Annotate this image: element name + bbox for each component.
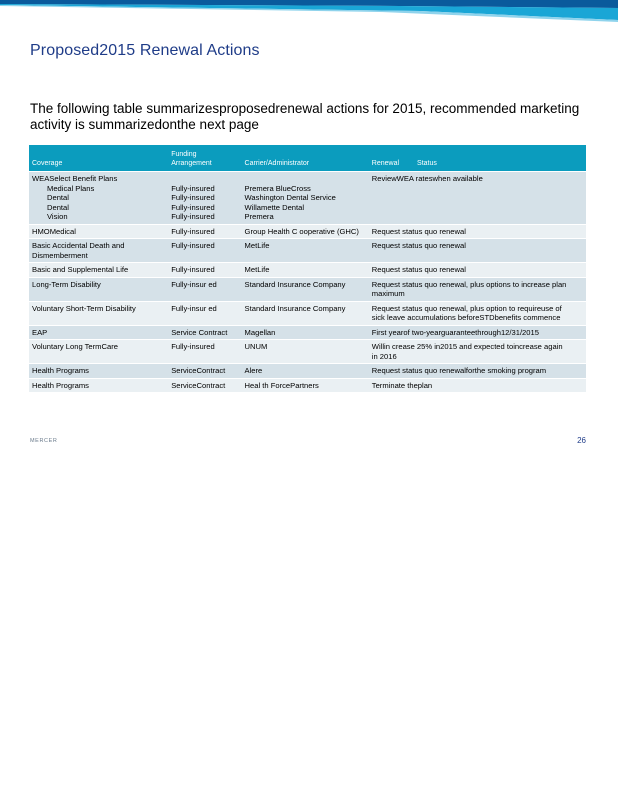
renewal-text: maximum [371, 289, 405, 298]
cell-carrier: Group Health C ooperative (GHC) [242, 225, 369, 239]
funding-text: Fully-insured [171, 202, 215, 212]
sub-coverage-text: Dental [47, 202, 69, 212]
renewal-actions-table [29, 144, 586, 393]
cell-coverage: HMOMedical [29, 225, 168, 239]
cell-funding: Fully-insured [168, 225, 241, 239]
cell-funding: Fully-insur ed [168, 278, 241, 301]
table-row [29, 364, 586, 378]
cell-carrier: MetLife [242, 239, 369, 262]
cell-renewal-status: First yearof two-yearguaranteethrough12/31/2015 [369, 326, 586, 340]
renewal-text: Request status quo renewal, plus options to increase plan [371, 279, 567, 289]
footer-brand-logo: MERCER [30, 438, 58, 444]
renewal-text: Request status quo renewal, plus option to requireuse of [371, 303, 562, 313]
intro-paragraph: The following table summarizesproposedrenewal actions for 2015, recommended marketing activity is summarizedonthe next page [30, 101, 580, 132]
header-funding [168, 145, 241, 171]
sub-coverage-text: Medical Plans [47, 183, 95, 193]
cell-funding: Fully-insured [168, 239, 241, 262]
cell-funding: Fully-insured [168, 263, 241, 277]
cell-carrier: Standard Insurance Company [242, 302, 369, 325]
cell-renewal-status: Terminate theplan [369, 379, 586, 393]
cell-renewal-status: Request status quo renewal [369, 263, 586, 277]
table-row [29, 225, 586, 239]
cell-carrier: Alere [242, 364, 369, 378]
renewal-text: ReviewWEA rateswhen available [371, 174, 483, 183]
sub-coverage-text: Vision [47, 212, 68, 221]
table-row [29, 263, 586, 277]
cell-coverage: EAP [29, 326, 168, 340]
cell-renewal-status [369, 302, 586, 325]
table-row [29, 340, 586, 363]
table-row [29, 172, 586, 224]
header-renewal-status [369, 145, 586, 171]
cell-carrier: UNUM [242, 340, 369, 363]
coverage-text: Dismemberment [32, 250, 88, 260]
page-number: 26 [577, 436, 586, 445]
carrier-text: Premera BlueCross [244, 183, 311, 193]
cell-funding: ServiceContract [168, 364, 241, 378]
renewal-text: Willin crease 25% in2015 and expected toincrease again [371, 342, 563, 351]
cell-coverage: Voluntary Short-Term Disability [29, 302, 168, 325]
page-title: Proposed2015 Renewal Actions [30, 42, 260, 59]
cell-renewal-status [369, 278, 586, 301]
cell-coverage [29, 172, 168, 224]
header-carrier: Carrier/Administrator [242, 145, 369, 171]
cell-carrier: Magellan [242, 326, 369, 340]
header-renewal: Renewal [371, 159, 400, 167]
cell-renewal-status: Request status quo renewalforthe smoking program [369, 364, 586, 378]
carrier-text: Premera [244, 212, 274, 221]
table-row [29, 278, 586, 301]
cell-funding: Service Contract [168, 326, 241, 340]
coverage-text: Basic Accidental Death and [32, 241, 125, 250]
header-funding-line: Arrangement [171, 159, 212, 167]
cell-funding: ServiceContract [168, 379, 241, 393]
carrier-text: Willamette Dental [244, 202, 305, 212]
cell-renewal-status: Request status quo renewal [369, 225, 586, 239]
cell-renewal-status [369, 340, 586, 363]
renewal-text: in 2016 [371, 351, 397, 361]
funding-text: Fully-insured [171, 193, 215, 202]
cell-coverage: Voluntary Long TermCare [29, 340, 168, 363]
funding-text: Fully-insured [171, 183, 215, 193]
cell-carrier: Standard Insurance Company [242, 278, 369, 301]
top-decorative-band [0, 0, 618, 22]
cell-funding [168, 172, 241, 224]
table-row [29, 302, 586, 325]
header-funding-line: Funding [171, 151, 197, 158]
funding-text: Fully-insured [171, 212, 215, 221]
cell-coverage: Health Programs [29, 364, 168, 378]
cell-funding: Fully-insur ed [168, 302, 241, 325]
cell-coverage: Long-Term Disability [29, 278, 168, 301]
cell-carrier: Heal th ForcePartners [242, 379, 369, 393]
carrier-text: Washington Dental Service [244, 193, 336, 202]
header-status: Status [417, 159, 437, 167]
table-row [29, 326, 586, 340]
cell-renewal-status: Request status quo renewal [369, 239, 586, 262]
cell-carrier [242, 172, 369, 224]
sub-coverage-text: Dental [47, 193, 69, 202]
cell-carrier: MetLife [242, 263, 369, 277]
cell-coverage: Health Programs [29, 379, 168, 393]
header-coverage: Coverage [29, 145, 168, 171]
renewal-text: sick leave accumulations beforeSTDbenefits commence [371, 313, 561, 322]
cell-coverage: Basic and Supplemental Life [29, 263, 168, 277]
cell-coverage [29, 239, 168, 262]
table-row [29, 379, 586, 393]
table-row [29, 239, 586, 262]
table-header-row [29, 145, 586, 171]
cell-renewal-status [369, 172, 586, 224]
cell-funding: Fully-insured [168, 340, 241, 363]
coverage-text: WEASelect Benefit Plans [32, 174, 118, 183]
